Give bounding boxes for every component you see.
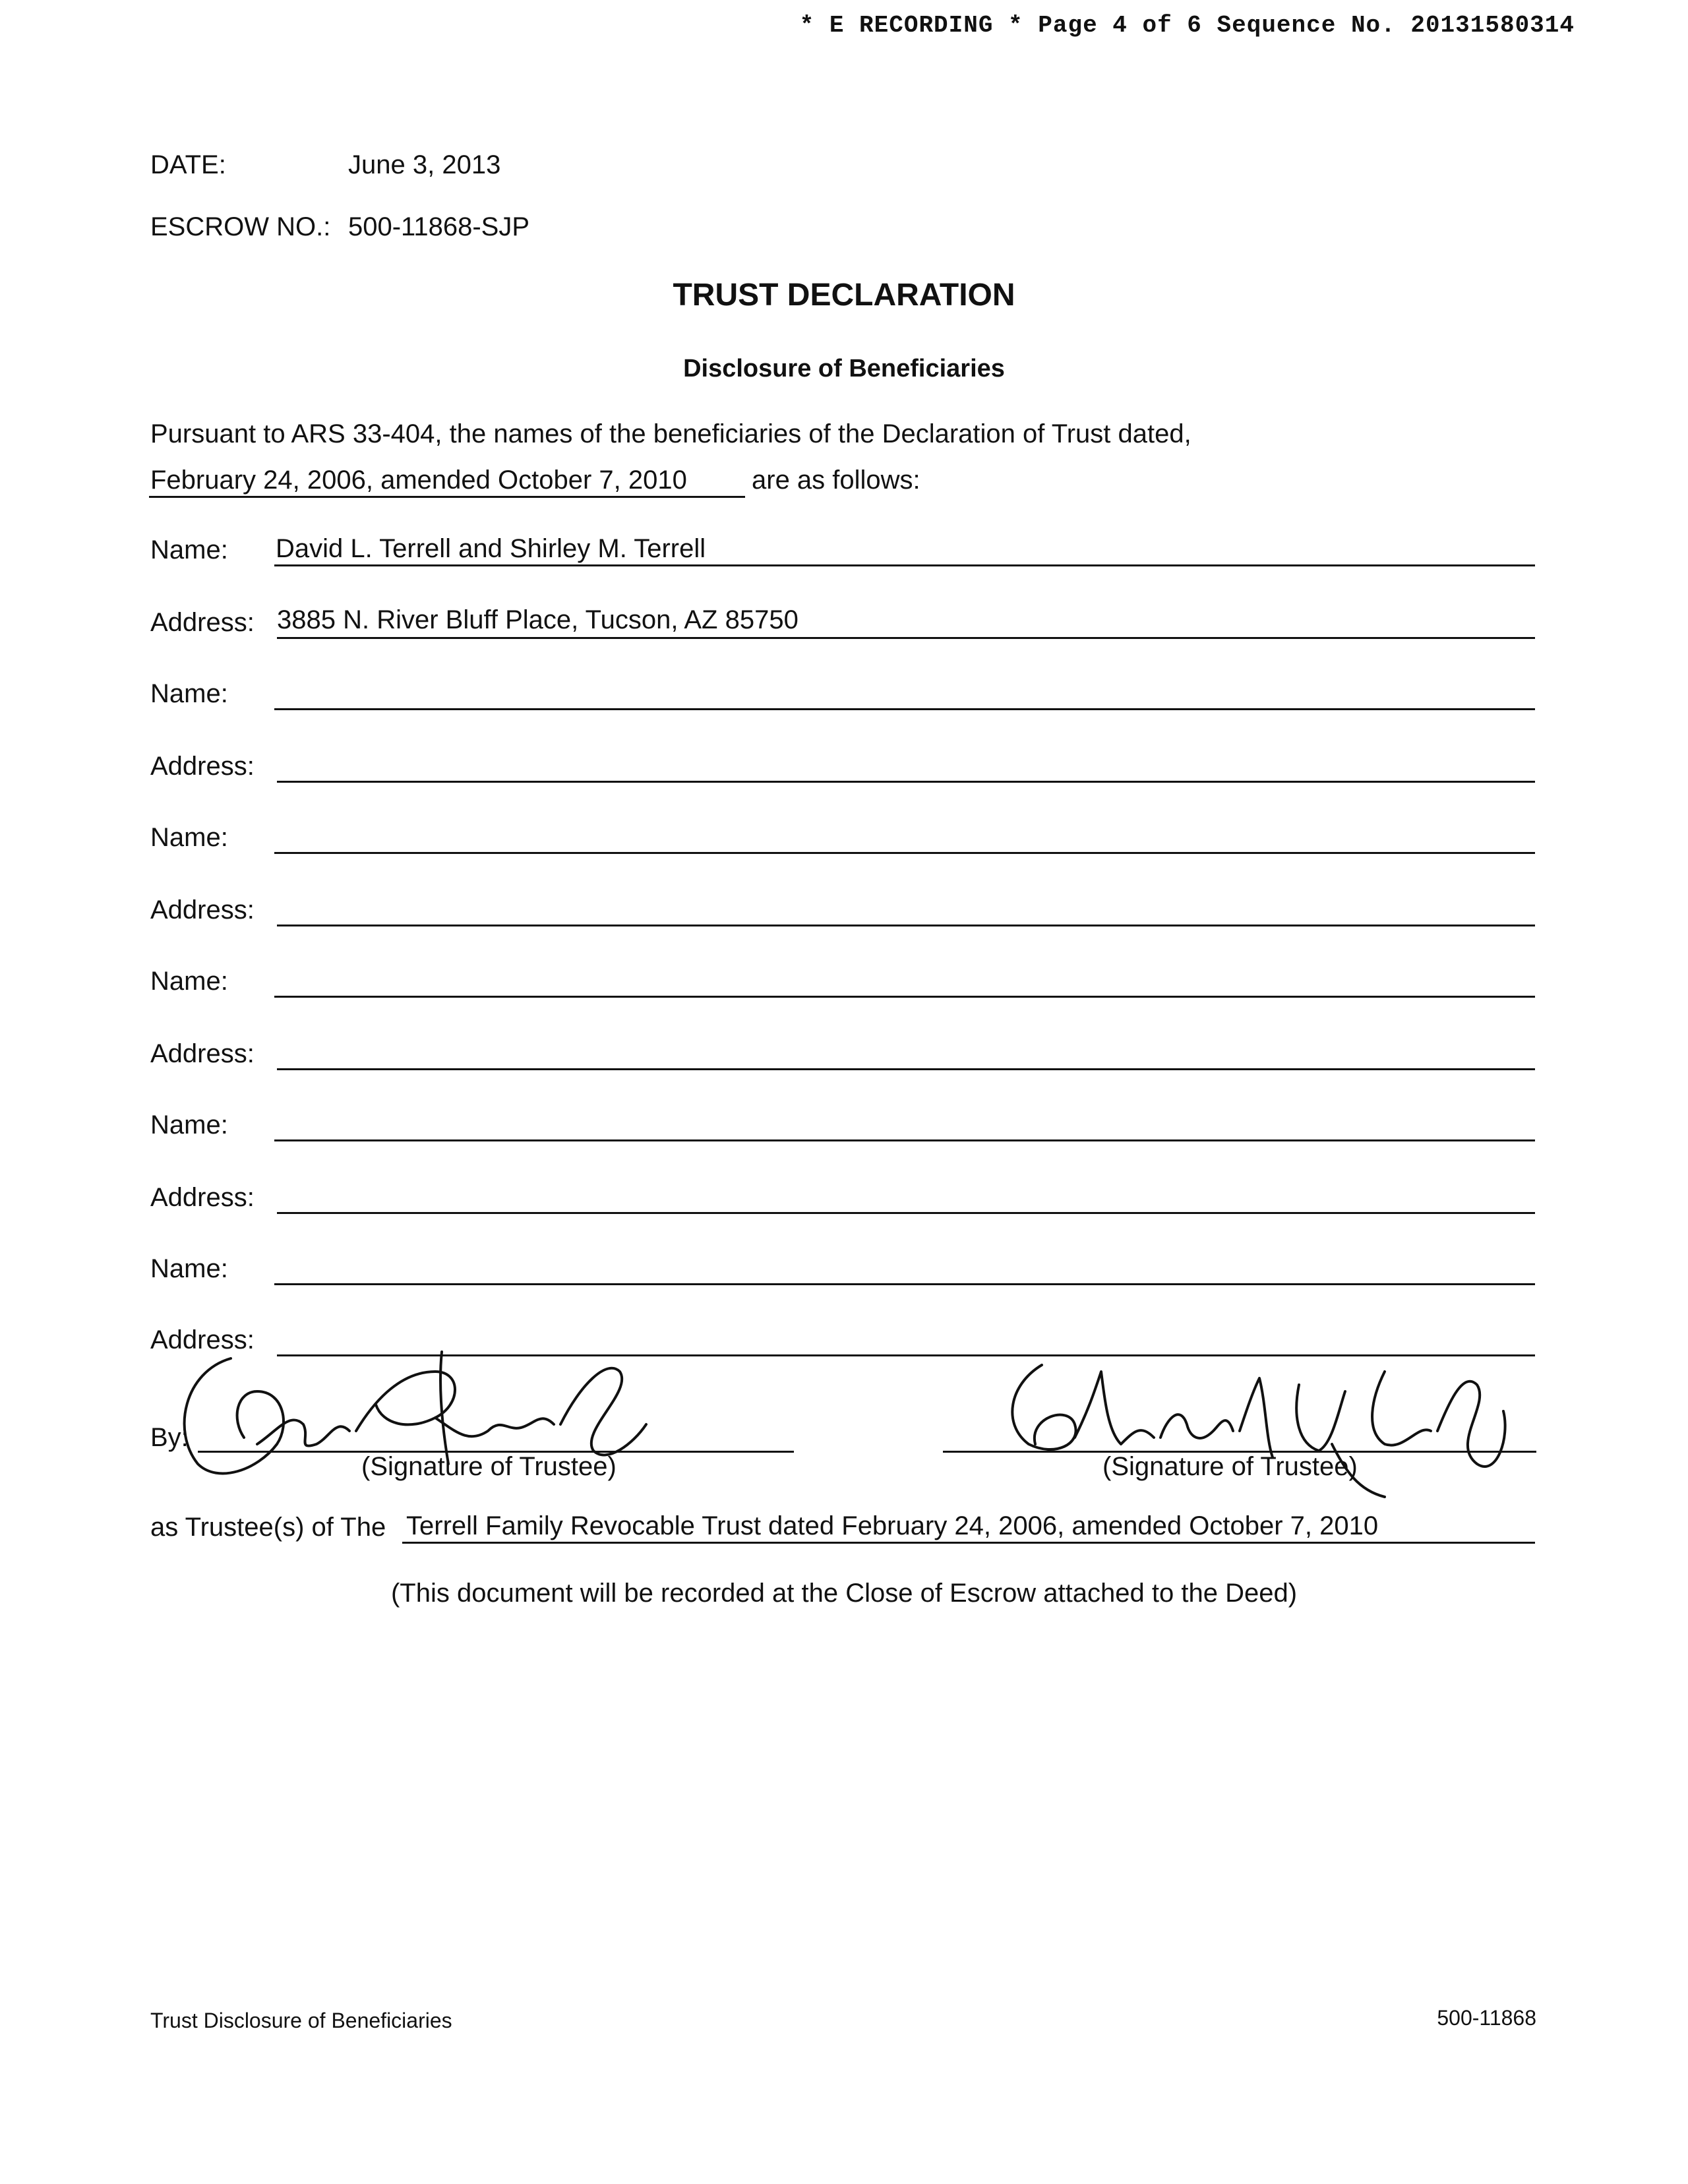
escrow-label: ESCROW NO.: xyxy=(150,212,331,241)
name-field-line xyxy=(274,564,1535,566)
address-field-line xyxy=(277,1068,1535,1070)
intro-line: Pursuant to ARS 33-404, the names of the beneficiaries of the Declaration of Trust dated, xyxy=(150,419,1191,448)
trust-name[interactable]: Terrell Family Revocable Trust dated February 24, 2006, amended October 7, 2010 xyxy=(406,1511,1379,1540)
beneficiary-address-label: Address: xyxy=(150,608,255,637)
beneficiary-name-label: Name: xyxy=(150,679,228,708)
name-field-line xyxy=(274,852,1535,854)
address-field-line xyxy=(277,925,1535,926)
beneficiary-address-label: Address: xyxy=(150,1183,255,1212)
intro-suffix: are as follows: xyxy=(752,466,920,495)
beneficiary-name-label: Name: xyxy=(150,535,228,564)
beneficiary-name-label: Name: xyxy=(150,1110,228,1139)
left-signature-caption: (Signature of Trustee) xyxy=(361,1452,617,1481)
trust-name-line xyxy=(402,1542,1535,1544)
page-title: TRUST DECLARATION xyxy=(673,278,1015,313)
recording-stamp: * E RECORDING * Page 4 of 6 Sequence No. 20131580314 xyxy=(799,12,1575,39)
beneficiary-name-label: Name: xyxy=(150,967,228,996)
page-subtitle: Disclosure of Beneficiaries xyxy=(683,355,1005,382)
name-field-line xyxy=(274,708,1535,710)
name-field-line xyxy=(274,1139,1535,1141)
beneficiary-name-value[interactable]: David L. Terrell and Shirley M. Terrell xyxy=(276,534,706,563)
beneficiary-address-label: Address: xyxy=(150,1325,255,1354)
escrow-value: 500-11868-SJP xyxy=(348,212,529,241)
beneficiary-name-label: Name: xyxy=(150,823,228,852)
right-signature-caption: (Signature of Trustee) xyxy=(1102,1452,1358,1481)
name-field-line xyxy=(274,1283,1535,1285)
date-value: June 3, 2013 xyxy=(348,150,501,179)
footer-title: Trust Disclosure of Beneficiaries xyxy=(150,2009,452,2032)
recording-note: (This document will be recorded at the Close of Escrow attached to the Deed) xyxy=(390,1579,1298,1608)
beneficiary-name-label: Name: xyxy=(150,1254,228,1283)
footer-reference: 500-11868 xyxy=(1437,2006,1536,2030)
address-field-line xyxy=(277,1212,1535,1214)
trust-dates-underline xyxy=(149,496,745,498)
beneficiary-address-label: Address: xyxy=(150,1039,255,1068)
name-field-line xyxy=(274,996,1535,998)
address-field-line xyxy=(277,637,1535,639)
beneficiary-address-label: Address: xyxy=(150,895,255,925)
address-field-line xyxy=(277,781,1535,783)
beneficiary-address-value[interactable]: 3885 N. River Bluff Place, Tucson, AZ 85750 xyxy=(277,605,799,634)
by-label: By: xyxy=(150,1423,189,1452)
left-signature-image xyxy=(158,1332,673,1490)
trustee-prefix: as Trustee(s) of The xyxy=(150,1513,386,1542)
intro-trust-dates: February 24, 2006, amended October 7, 2010 xyxy=(150,466,687,495)
date-label: DATE: xyxy=(150,150,226,179)
beneficiary-address-label: Address: xyxy=(150,752,255,781)
right-signature-image xyxy=(989,1332,1517,1503)
